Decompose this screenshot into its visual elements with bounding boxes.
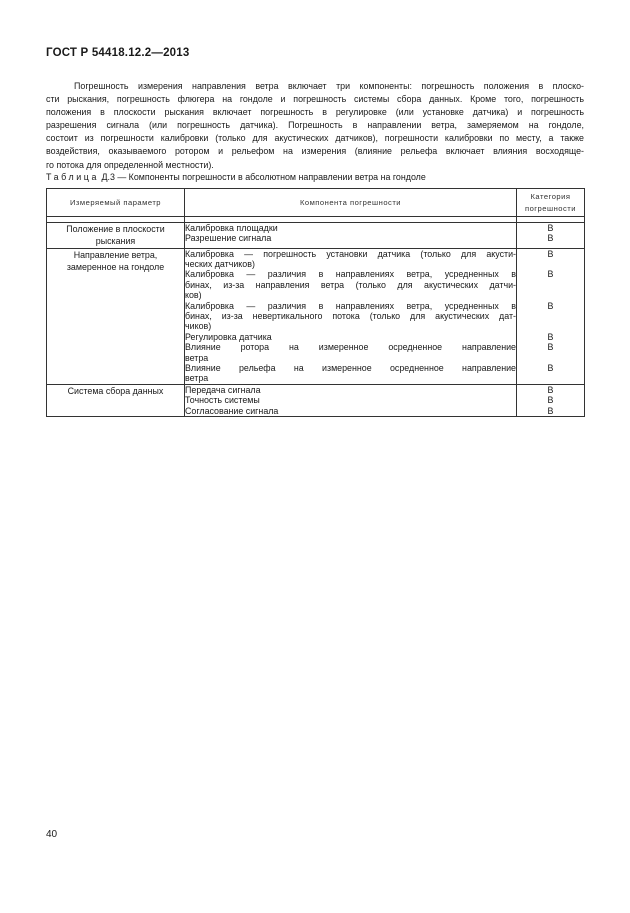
param-line: Система сбора данных xyxy=(67,385,164,396)
table-caption xyxy=(46,172,426,182)
uncertainty-components-table xyxy=(46,188,585,417)
table-caption-prefix: Таблица xyxy=(46,172,99,182)
category-value xyxy=(517,290,584,300)
intro-line: го потока для определенной местности). xyxy=(46,159,214,170)
page-number: 40 xyxy=(46,829,58,840)
header-category xyxy=(517,189,585,217)
category-value xyxy=(517,311,584,321)
category-value: B xyxy=(547,384,554,395)
param-cell xyxy=(47,223,185,249)
component-line: бинах, из-за направления ветра (только для акустических датчи- xyxy=(185,279,516,290)
table-header-row xyxy=(47,189,585,217)
table-caption-text: Д.3 — Компоненты погрешности в абсолютном направлении ветра на гондоле xyxy=(99,172,426,182)
header-category-line2: погрешности xyxy=(524,203,577,213)
component-line: ветра xyxy=(185,352,209,363)
header-param: Измеряемый параметр xyxy=(47,189,185,217)
category-value: B xyxy=(547,342,554,353)
header-category-line1: Категория xyxy=(530,191,571,201)
param-line: рыскания xyxy=(95,236,136,247)
param-line: Направление ветра, xyxy=(73,249,158,260)
category-value xyxy=(517,321,584,331)
category-value: B xyxy=(547,248,554,259)
category-value xyxy=(517,353,584,363)
component-line: Калибровка площадки xyxy=(185,223,278,233)
category-value xyxy=(517,259,584,269)
intro-line: воздействия, оказываемого ротором и рельефом на измерения (влияние рельефа включает влияния восходяще- xyxy=(46,146,584,157)
component-line: Калибровка — различия в направлениях ветра, усредненных в xyxy=(185,269,516,280)
category-value: B xyxy=(547,363,554,374)
intro-line: сти рыскания, погрешность флюгера на гондоле и погрешность системы сбора данных. Кроме того, погрешность xyxy=(46,94,584,105)
component-line: Калибровка — различия в направлениях ветра, усредненных в xyxy=(185,300,516,311)
category-cell xyxy=(517,223,585,249)
intro-line: разрешения сигнала (или погрешность датчика). Погрешность в направлении ветра, замеряемом на гондоле, xyxy=(46,120,584,131)
component-line: Разрешение сигнала xyxy=(185,233,272,244)
category-value: B xyxy=(547,405,554,416)
component-cell xyxy=(185,223,517,249)
component-line: Точность системы xyxy=(185,395,260,406)
component-line: Согласование сигнала xyxy=(185,405,279,416)
category-value: B xyxy=(547,269,554,280)
component-line: бинах, из-за невертикального потока (только для акустических дат- xyxy=(185,311,516,322)
category-value: B xyxy=(547,331,554,342)
table-body xyxy=(47,223,585,417)
category-value xyxy=(517,373,584,383)
component-line: Передача сигнала xyxy=(185,384,261,395)
category-value: B xyxy=(547,233,554,244)
component-line: Влияние ротора на измеренное осредненное направление xyxy=(185,342,516,353)
table-row xyxy=(47,223,585,249)
table-row xyxy=(47,384,585,416)
param-line: замеренное на гондоле xyxy=(66,261,165,272)
param-cell xyxy=(47,248,185,384)
component-line: ков) xyxy=(185,290,202,301)
param-cell xyxy=(47,384,185,416)
intro-line: Погрешность измерения направления ветра включает три компоненты: погрешность положения в плоско- xyxy=(74,81,584,91)
component-cell xyxy=(185,248,517,384)
component-line: ветра xyxy=(185,373,209,384)
category-cell xyxy=(517,384,585,416)
component-line: Влияние рельефа на измеренное осредненное направление xyxy=(185,363,516,374)
category-value: B xyxy=(547,300,554,311)
component-line: Калибровка — погрешность установки датчика (только для акусти- xyxy=(185,248,516,259)
category-cell xyxy=(517,248,585,384)
component-line: ческих датчиков) xyxy=(185,259,255,269)
intro-line: положения в плоскости рыскания включает погрешность в регулировке (или установке датчика) и погрешность xyxy=(46,107,584,118)
category-value: B xyxy=(547,223,554,233)
document-header: ГОСТ Р 54418.12.2—2013 xyxy=(46,47,190,59)
component-line: Регулировка датчика xyxy=(185,331,272,342)
header-component: Компонента погрешности xyxy=(185,189,517,217)
category-value xyxy=(517,280,584,290)
table-row xyxy=(47,248,585,384)
category-value: B xyxy=(547,395,554,406)
param-line: Положение в плоскости xyxy=(66,224,165,234)
intro-line: состоит из погрешности калибровки (только для акустических датчиков), погрешности калибровки по месту, а также xyxy=(46,133,584,144)
component-cell xyxy=(185,384,517,416)
intro-paragraph xyxy=(46,80,584,172)
component-line: чиков) xyxy=(185,321,212,332)
